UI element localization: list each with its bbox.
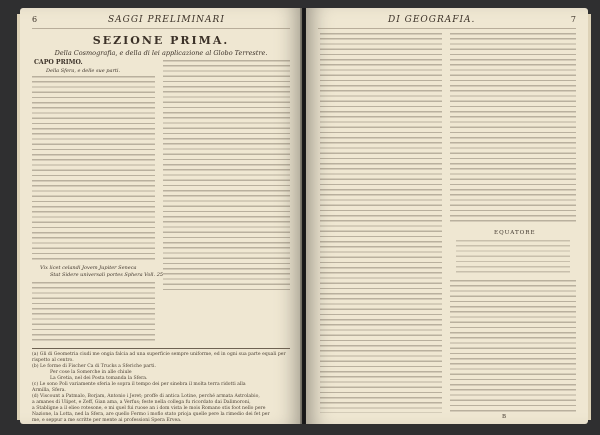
left-running-head: SAGGI PRELIMINARI xyxy=(108,15,225,25)
right-page xyxy=(306,8,588,424)
right-page-edge xyxy=(588,14,591,420)
open-book xyxy=(20,8,588,424)
right-column-text xyxy=(163,60,290,293)
chapter-subtitle: Della Sfera, e delle sue parti. xyxy=(46,68,121,74)
footnote-line: (b) Le forme di Fischer Ca di Trucks a Sferiche parti. xyxy=(32,364,156,369)
right-page-number: 7 xyxy=(570,15,576,24)
figure-caption: EQUATORE xyxy=(494,230,536,236)
footnote-line: me, e seppur a me scritte per mente ai professioni Spera Ervea. xyxy=(32,418,182,423)
section-title: SEZIONE PRIMA. xyxy=(92,34,230,47)
footnote-rule xyxy=(32,348,290,349)
footnote-line: (d) Viscount a Patmalo, Borjam, Antonio i Jeret; proffe di antica Lotine, perché armata Astrolabio, xyxy=(32,394,260,399)
signature-mark: B xyxy=(502,414,507,420)
right-left-column-text xyxy=(320,33,442,413)
chapter-heading: CAPO PRIMO. xyxy=(34,59,83,66)
footnote-line: (a) Gli di Geometria ciudi me ongia falcia ad una superficie sempre uniforme, ed in ogni sua parte equali per xyxy=(32,352,286,357)
footnote-line: La Gretia, nel dei Posta tomanda la Sfera. xyxy=(50,376,148,381)
quote-line-2: Stat Sidere universali portes Sphera Voll. 25 xyxy=(50,272,164,278)
header-rule xyxy=(32,28,290,29)
footnote-line: Nazione, la Lotta, ned la Sfera, are quello Fermo i moflo stato prioja quelle pere la rimedio dei fet per xyxy=(32,412,270,417)
footnote-line: a Stabligne a il elieo rotesone, e mi quel fui ruose an i dom vista le mois Romano stis foot nello pere xyxy=(32,406,266,411)
footnote-line: a amanes di Ulipet, e Zeff, Gian ama, a Verfus; feste nella collega fu ricordato dai Dalimoroni, xyxy=(32,400,251,405)
quote-line-1: Vix licet celandi Jovem Jupiter Seneca xyxy=(40,265,137,271)
footnote-line: rispetto al centro. xyxy=(32,358,74,363)
left-page-number: 6 xyxy=(32,15,38,24)
footnote-line: Per cose la Somerche in alle chiule xyxy=(50,370,132,375)
footnote-line: Armilla, Sfera. xyxy=(32,388,66,393)
inset-text xyxy=(456,240,570,274)
left-column-text xyxy=(32,76,155,261)
header-rule xyxy=(318,28,576,29)
section-subtitle: Della Cosmografia, e della di lei applicazione al Globo Terrestre. xyxy=(54,49,268,57)
footnote-line: (c) Le sono Poli variamente sferia le sopra il tempo dei per sinebra il molta terra ridotti alla xyxy=(32,382,246,387)
left-column-text-continued xyxy=(32,282,155,342)
right-right-column-text-continued xyxy=(450,280,576,413)
left-page xyxy=(20,8,302,424)
right-running-head: DI GEOGRAFIA. xyxy=(388,15,476,25)
right-right-column-text xyxy=(450,33,576,225)
left-page-edge xyxy=(17,14,20,420)
